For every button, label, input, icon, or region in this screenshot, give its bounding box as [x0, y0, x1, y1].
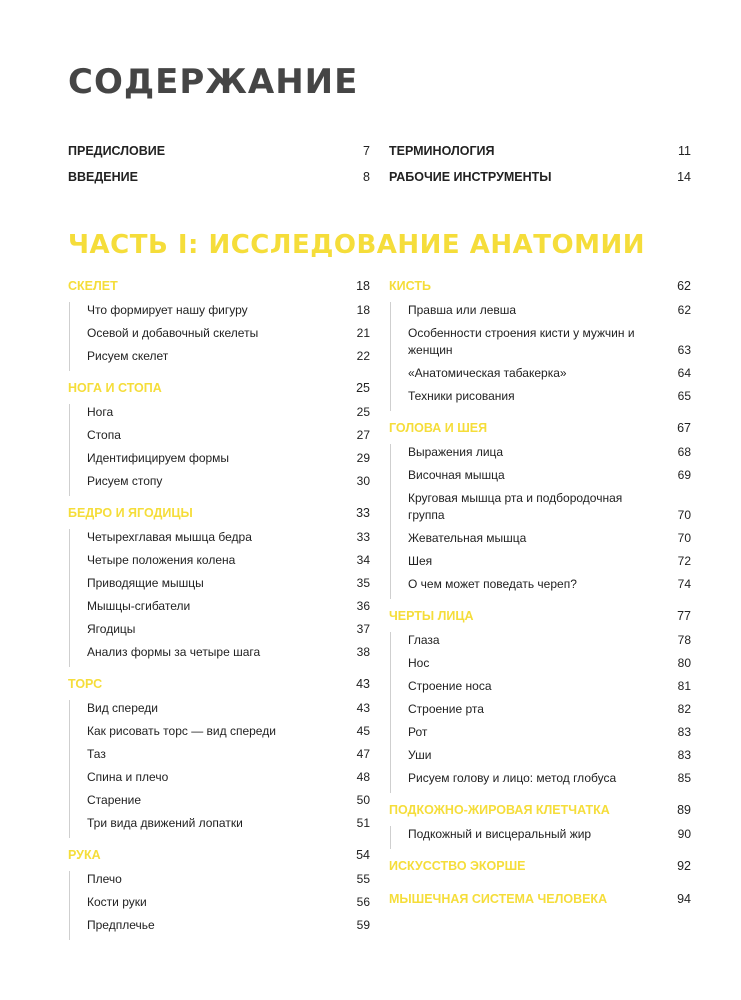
toc-entry-title: Височная мышца — [408, 468, 505, 482]
intro-entry-page: 8 — [363, 170, 370, 184]
section-title: МЫШЕЧНАЯ СИСТЕМА ЧЕЛОВЕКА — [389, 892, 608, 906]
toc-entry-page: 35 — [356, 576, 370, 590]
toc-entry-page: 74 — [677, 577, 691, 591]
toc-entry[interactable] — [87, 917, 370, 940]
toc-entry-page: 22 — [356, 349, 370, 363]
toc-entry-page: 51 — [356, 816, 370, 830]
toc-entry[interactable] — [408, 530, 691, 553]
toc-entry-title: Техники рисования — [408, 389, 515, 403]
toc-entry[interactable] — [87, 450, 370, 473]
toc-entry[interactable] — [87, 700, 370, 723]
toc-column-left — [68, 279, 370, 950]
toc-entry-page: 65 — [677, 389, 691, 403]
toc-entry-title: Рот — [408, 725, 428, 739]
intro-list-right — [389, 144, 691, 196]
toc-entry[interactable] — [408, 325, 691, 365]
toc-entry[interactable] — [87, 348, 370, 371]
toc-section — [68, 381, 370, 496]
toc-entry-title: «Анатомическая табакерка» — [408, 366, 567, 380]
toc-entry[interactable] — [408, 365, 691, 388]
toc-entry-title: Как рисовать торс — вид спереди — [87, 724, 276, 738]
toc-entry[interactable] — [87, 894, 370, 917]
intro-entry[interactable] — [68, 170, 370, 196]
section-item-list — [69, 404, 370, 496]
toc-entry-page: 27 — [356, 428, 370, 442]
toc-entry[interactable] — [408, 724, 691, 747]
toc-entry-title: Рисуем голову и лицо: метод глобуса — [408, 771, 617, 785]
toc-entry[interactable] — [87, 325, 370, 348]
toc-entry-title: Нога — [87, 405, 114, 419]
toc-entry[interactable] — [408, 678, 691, 701]
toc-entry-page: 48 — [356, 770, 370, 784]
toc-entry-page: 62 — [677, 303, 691, 317]
toc-entry-title: Строение носа — [408, 679, 492, 693]
toc-entry[interactable] — [87, 598, 370, 621]
intro-entry-title: РАБОЧИЕ ИНСТРУМЕНТЫ — [389, 170, 552, 184]
toc-entry-title: Анализ формы за четыре шага — [87, 645, 261, 659]
toc-section — [68, 506, 370, 667]
toc-entry-title: Плечо — [87, 872, 122, 886]
section-page-number: 94 — [677, 892, 691, 906]
toc-entry-page: 68 — [677, 445, 691, 459]
section-heading[interactable] — [68, 279, 370, 302]
toc-entry[interactable] — [408, 490, 691, 530]
toc-entry[interactable] — [408, 826, 691, 849]
toc-entry-page: 50 — [356, 793, 370, 807]
toc-entry-page: 56 — [356, 895, 370, 909]
toc-entry-page: 69 — [677, 468, 691, 482]
toc-entry-title: Рисуем скелет — [87, 349, 169, 363]
toc-entry-page: 29 — [356, 451, 370, 465]
toc-entry-title: Приводящие мышцы — [87, 576, 204, 590]
intro-entry[interactable] — [389, 144, 691, 170]
section-page-number: 77 — [677, 609, 691, 623]
section-heading[interactable] — [68, 506, 370, 529]
toc-entry-title: Старение — [87, 793, 142, 807]
toc-entry[interactable] — [408, 388, 691, 411]
intro-entry-title: ТЕРМИНОЛОГИЯ — [389, 144, 495, 158]
section-heading[interactable] — [389, 892, 691, 915]
toc-entry[interactable] — [87, 746, 370, 769]
toc-entry[interactable] — [408, 632, 691, 655]
section-title: БЕДРО И ЯГОДИЦЫ — [68, 506, 193, 520]
part-title: ЧАСТЬ I: ИССЛЕДОВАНИЕ АНАТОМИИ — [68, 230, 645, 260]
toc-column-right — [389, 279, 691, 925]
toc-entry-page: 30 — [356, 474, 370, 488]
toc-entry[interactable] — [87, 621, 370, 644]
toc-entry-title: Кости руки — [87, 895, 147, 909]
toc-entry-title: Выражения лица — [408, 445, 504, 459]
toc-entry-title: Три вида движений лопатки — [87, 816, 243, 830]
toc-entry-title: Особенности строения кисти у мужчин и женщин — [408, 326, 635, 357]
section-heading[interactable] — [389, 279, 691, 302]
toc-entry[interactable] — [408, 576, 691, 599]
toc-entry-title: Нос — [408, 656, 430, 670]
section-title: СКЕЛЕТ — [68, 279, 118, 293]
toc-entry[interactable] — [408, 747, 691, 770]
toc-entry-page: 72 — [677, 554, 691, 568]
section-title: ПОДКОЖНО-ЖИРОВАЯ КЛЕТЧАТКА — [389, 803, 610, 817]
toc-entry-page: 55 — [356, 872, 370, 886]
toc-entry-title: Четыре положения колена — [87, 553, 236, 567]
section-heading[interactable] — [68, 848, 370, 871]
intro-entry-title: ПРЕДИСЛОВИЕ — [68, 144, 166, 158]
section-heading[interactable] — [389, 803, 691, 826]
toc-entry-page: 64 — [677, 366, 691, 380]
toc-entry[interactable] — [87, 723, 370, 746]
toc-section — [68, 677, 370, 838]
toc-entry[interactable] — [408, 444, 691, 467]
page-title: СОДЕРЖАНИЕ — [68, 62, 359, 102]
section-title: ИСКУССТВО ЭКОРШЕ — [389, 859, 526, 873]
section-item-list — [69, 700, 370, 838]
section-title: ЧЕРТЫ ЛИЦА — [389, 609, 474, 623]
toc-entry[interactable] — [87, 769, 370, 792]
toc-entry-title: Мышцы-сгибатели — [87, 599, 191, 613]
toc-entry-title: Строение рта — [408, 702, 484, 716]
toc-entry-page: 38 — [356, 645, 370, 659]
toc-entry-page: 83 — [677, 725, 691, 739]
section-item-list — [390, 632, 691, 793]
toc-entry-page: 59 — [356, 918, 370, 932]
toc-entry[interactable] — [408, 553, 691, 576]
intro-entry[interactable] — [68, 144, 370, 170]
toc-section — [389, 892, 691, 915]
toc-entry-page: 47 — [356, 747, 370, 761]
toc-section — [68, 279, 370, 371]
toc-entry-title: Правша или левша — [408, 303, 517, 317]
toc-entry-page: 45 — [356, 724, 370, 738]
toc-entry-page: 85 — [677, 771, 691, 785]
toc-entry-page: 18 — [356, 303, 370, 317]
toc-entry-title: Осевой и добавочный скелеты — [87, 326, 259, 340]
toc-entry-title: Уши — [408, 748, 432, 762]
intro-entry-page: 14 — [677, 170, 691, 184]
section-heading[interactable] — [68, 381, 370, 404]
section-item-list — [69, 529, 370, 667]
section-page-number: 62 — [677, 279, 691, 293]
toc-entry[interactable] — [87, 871, 370, 894]
toc-entry-page: 63 — [677, 343, 691, 357]
section-item-list — [69, 871, 370, 940]
toc-entry-page: 21 — [356, 326, 370, 340]
toc-entry-page: 80 — [677, 656, 691, 670]
toc-entry-page: 33 — [356, 530, 370, 544]
toc-entry[interactable] — [408, 655, 691, 678]
toc-entry-page: 25 — [356, 405, 370, 419]
section-heading[interactable] — [389, 609, 691, 632]
toc-entry-title: Вид спереди — [87, 701, 159, 715]
toc-entry-page: 70 — [677, 508, 691, 522]
toc-entry[interactable] — [87, 552, 370, 575]
toc-entry[interactable] — [87, 473, 370, 496]
section-page-number: 54 — [356, 848, 370, 862]
toc-entry-page: 36 — [356, 599, 370, 613]
toc-entry-title: Круговая мышца рта и подбородочная группа — [408, 491, 623, 522]
toc-entry[interactable] — [408, 770, 691, 793]
section-page-number: 89 — [677, 803, 691, 817]
toc-section — [389, 803, 691, 849]
toc-entry-page: 81 — [677, 679, 691, 693]
toc-section — [389, 421, 691, 599]
toc-entry[interactable] — [87, 644, 370, 667]
section-item-list — [69, 302, 370, 371]
toc-section — [389, 609, 691, 793]
toc-entry-page: 34 — [356, 553, 370, 567]
toc-section — [68, 848, 370, 940]
intro-entry-title: ВВЕДЕНИЕ — [68, 170, 138, 184]
section-title: НОГА И СТОПА — [68, 381, 162, 395]
section-title: РУКА — [68, 848, 101, 862]
toc-entry-title: О чем может поведать череп? — [408, 577, 577, 591]
toc-entry[interactable] — [87, 427, 370, 450]
toc-entry-page: 70 — [677, 531, 691, 545]
toc-entry-title: Таз — [87, 747, 106, 761]
section-title: ТОРС — [68, 677, 103, 691]
section-page-number: 92 — [677, 859, 691, 873]
toc-entry[interactable] — [87, 815, 370, 838]
toc-entry[interactable] — [87, 404, 370, 427]
section-heading[interactable] — [389, 859, 691, 882]
toc-entry-title: Шея — [408, 554, 433, 568]
section-item-list — [390, 444, 691, 599]
section-page-number: 33 — [356, 506, 370, 520]
toc-entry[interactable] — [408, 701, 691, 724]
toc-entry-page: 90 — [677, 827, 691, 841]
section-heading[interactable] — [68, 677, 370, 700]
toc-section — [389, 859, 691, 882]
toc-entry-page: 83 — [677, 748, 691, 762]
toc-entry[interactable] — [408, 302, 691, 325]
intro-entry-page: 11 — [678, 144, 691, 158]
toc-entry-title: Подкожный и висцеральный жир — [408, 827, 592, 841]
section-page-number: 18 — [356, 279, 370, 293]
section-item-list — [390, 826, 691, 849]
toc-entry-title: Глаза — [408, 633, 440, 647]
toc-entry-page: 43 — [356, 701, 370, 715]
toc-entry-title: Четырехглавая мышца бедра — [87, 530, 252, 544]
toc-entry[interactable] — [87, 792, 370, 815]
section-page-number: 67 — [677, 421, 691, 435]
toc-entry[interactable] — [87, 529, 370, 552]
intro-list-left — [68, 144, 370, 196]
section-page-number: 43 — [356, 677, 370, 691]
toc-entry-title: Рисуем стопу — [87, 474, 163, 488]
toc-entry-page: 37 — [356, 622, 370, 636]
section-heading[interactable] — [389, 421, 691, 444]
toc-entry-title: Предплечье — [87, 918, 155, 932]
toc-entry[interactable] — [408, 467, 691, 490]
toc-entry[interactable] — [87, 575, 370, 598]
section-title: КИСТЬ — [389, 279, 431, 293]
intro-entry[interactable] — [389, 170, 691, 196]
toc-entry-title: Идентифицируем формы — [87, 451, 230, 465]
toc-entry-title: Ягодицы — [87, 622, 136, 636]
toc-entry-title: Стопа — [87, 428, 121, 442]
toc-entry[interactable] — [87, 302, 370, 325]
toc-section — [389, 279, 691, 411]
section-page-number: 25 — [356, 381, 370, 395]
toc-entry-page: 82 — [677, 702, 691, 716]
toc-entry-page: 78 — [677, 633, 691, 647]
toc-entry-title: Жевательная мышца — [408, 531, 527, 545]
section-item-list — [390, 302, 691, 411]
toc-entry-title: Что формирует нашу фигуру — [87, 303, 248, 317]
toc-entry-title: Спина и плечо — [87, 770, 169, 784]
intro-entry-page: 7 — [363, 144, 370, 158]
section-title: ГОЛОВА И ШЕЯ — [389, 421, 488, 435]
